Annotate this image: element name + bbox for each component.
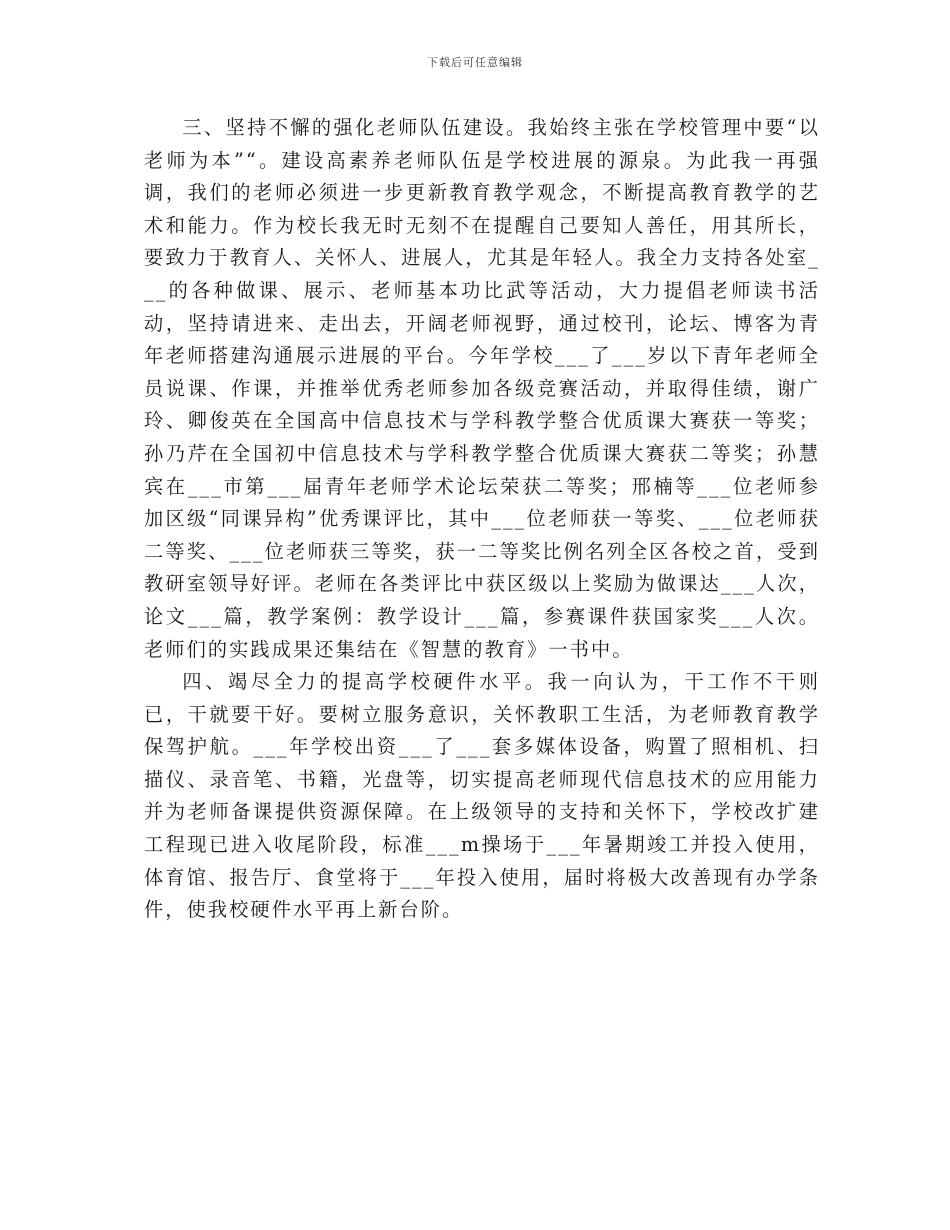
paragraph-school-hardware: 四、竭尽全力的提高学校硬件水平。我一向认为，干工作不干则已，干就要干好。要树立服务意识，关怀教职工生活，为老师教育教学保驾护航。___年学校出资___了___套多媒体设备，购置了照相机、扫描仪、录音笔、书籍，光盘等，切实提高老师现代信息技术的应用能力并为老师备课提供资源保障。在上级领导的支持和关怀下，学校改扩建工程现已进入收尾阶段，标准___m操场于___年暑期竣工并投入使用，体育馆、报告厅、食堂将于___年投入使用，届时将极大改善现有办学条件，使我校硬件水平再上新台阶。 <box>144 670 820 922</box>
paragraph-teacher-team: 三、坚持不懈的强化老师队伍建设。我始终主张在学校管理中要“以老师为本”“。建设高素养老师队伍是学校进展的源泉。为此我一再强调，我们的老师必须进一步更新教育教学观念，不断提高教育教学的艺术和能力。作为校长我无时无刻不在提醒自己要知人善任，用其所长，要致力于教育人、关怀人、进展人，尤其是年轻人。我全力支持各处室___的各种做课、展示、老师基本功比武等活动，大力提倡老师读书活动，坚持请进来、走出去，开阔老师视野，通过校刊，论坛、博客为青年老师搭建沟通展示进展的平台。今年学校___了___岁以下青年老师全员说课、作课，并推举优秀老师参加各级竞赛活动，并取得佳绩，谢广玲、卿俊英在全国高中信息技术与学科教学整合优质课大赛获一等奖；孙乃芹在全国初中信息技术与学科教学整合优质课大赛获二等奖；孙慧宾在___市第___届青年老师学术论坛荣获二等奖；邢楠等___位老师参加区级“同课异构”优秀课评比，其中___位老师获一等奖、___位老师获二等奖、___位老师获三等奖，获一二等奖比例名列全区各校之首，受到教研室领导好评。老师在各类评比中获区级以上奖励为做课达___人次，论文___篇，教学案例：教学设计___篇，参赛课件获国家奖___人次。老师们的实践成果还集结在《智慧的教育》一书中。 <box>144 116 820 661</box>
page-header-note: 下载后可任意编辑 <box>427 56 523 69</box>
document-body <box>144 112 820 927</box>
